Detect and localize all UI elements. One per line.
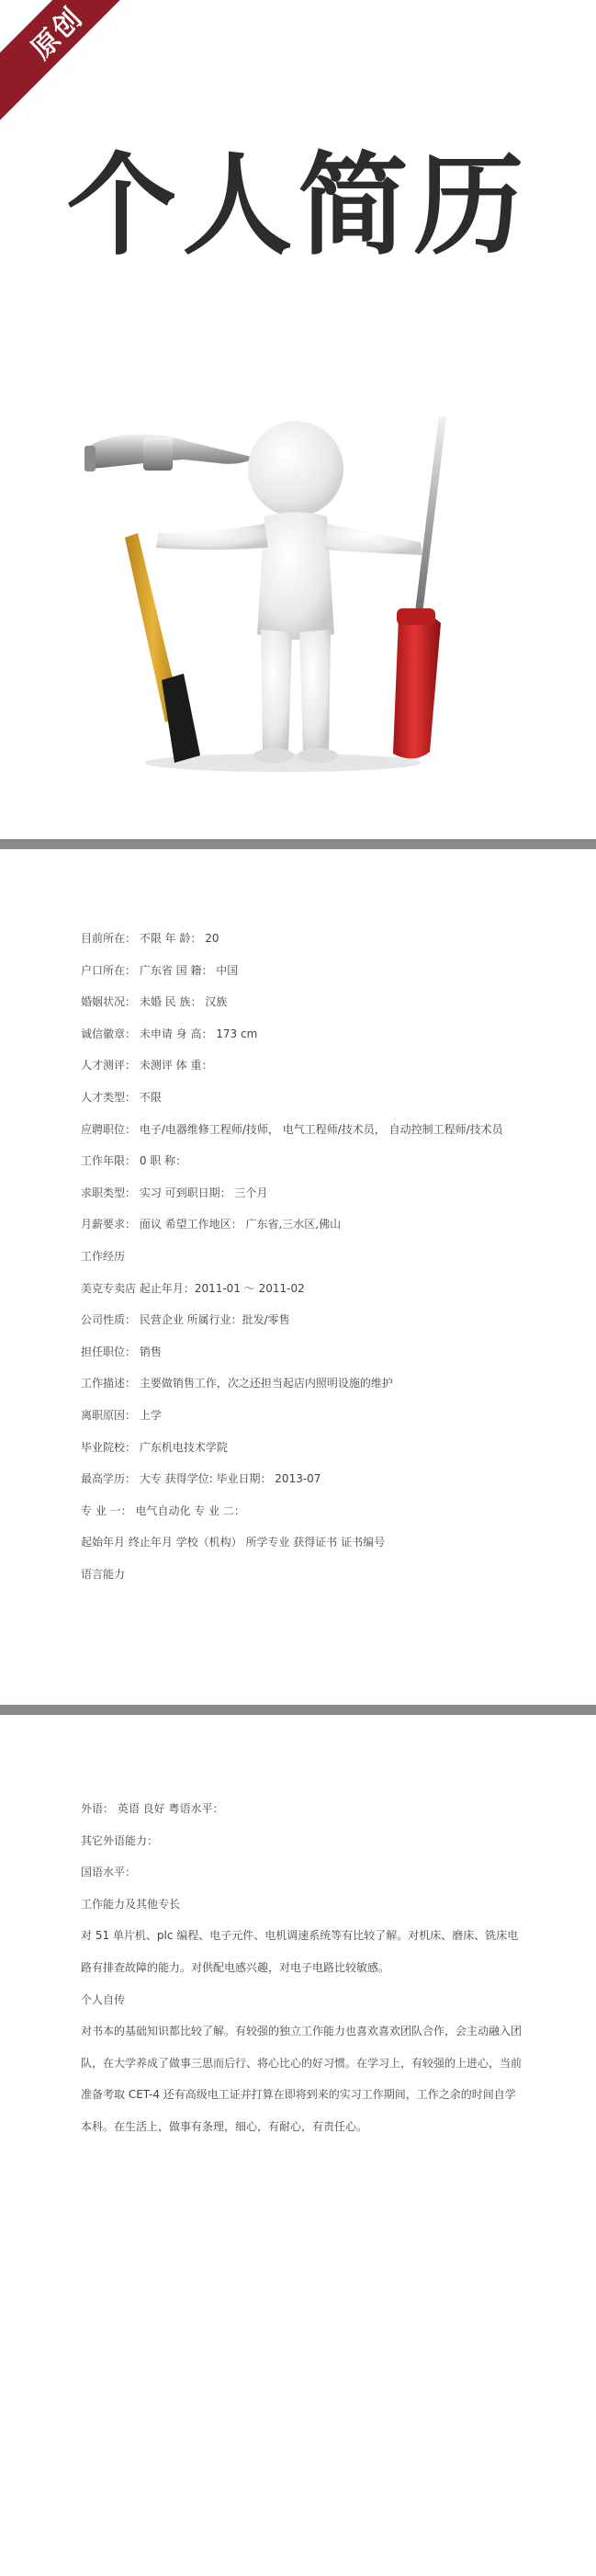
resume-row: 工作年限： 0 职 称： [81,1154,187,1168]
resume-row: 外语： 英语 良好 粤语水平： [81,1802,224,1815]
resume-row: 应聘职位： 电子/电器维修工程师/技师， 电气工程师/技术员， 自动控制工程师/技术员 [81,1122,503,1136]
section-heading-self-eval: 个人自传 [81,1992,126,2006]
resume-row: 户口所在： 广东省 国 籍： 中国 [81,963,239,977]
section-divider-2 [0,1705,596,1715]
resume-row: 国语水平： [81,1866,137,1879]
hero-illustration [81,404,485,790]
section-heading-language: 语言能力 [81,1567,126,1581]
resume-row: 离职原因： 上学 [81,1408,162,1422]
self-eval-paragraph: 对书本的基础知识都比较了解。有较强的独立工作能力也喜欢喜欢团队合作，会主动融入团队，在大学养成了做事三思而后行、将心比心的好习惯。在学习上，有较强的上进心，当前准备考取 CET-4 还有高级电工证并打算在即将到来的实习工作期间，工作之余的时间自学本科。在生活上，做事有条理，细心，有耐心，有责任心。 [81,2025,523,2133]
resume-row: 公司性质： 民营企业 所属行业：批发/零售 [81,1313,290,1327]
resume-row: 月薪要求： 面议 希望工作地区： 广东省,三水区,佛山 [81,1218,342,1231]
section-heading-skills: 工作能力及其他专长 [81,1897,181,1911]
resume-row: 人才类型： 不限 [81,1090,162,1104]
resume-row: 美克专卖店 起止年月：2011-01 ～ 2011-02 [81,1281,305,1295]
section-heading-work: 工作经历 [81,1249,126,1263]
skills-paragraph: 对 51 单片机、plc 编程、电子元件、电机调速系统等有比较了解。对机床、磨床、铣床电路有排查故障的能力。对供配电感兴趣，对电子电路比较敏感。 [81,1929,519,1974]
education-table-header: 起始年月 终止年月 学校（机构） 所学专业 获得证书 证书编号 [81,1536,386,1549]
hammer-icon [84,434,255,763]
resume-row: 毕业院校： 广东机电技术学院 [81,1440,228,1454]
resume-row: 工作描述： 主要做销售工作，次之还担当起店内照明设施的维护 [81,1377,393,1390]
resume-row: 专 业 一： 电气自动化 专 业 二： [81,1504,245,1517]
resume-row: 最高学历： 大专 获得学位: 毕业日期： 2013-07 [81,1472,321,1486]
page-title: 个人简历 [66,142,530,270]
resume-info-section [81,923,522,1590]
resume-row: 婚姻状况： 未婚 民 族： 汉族 [81,995,228,1009]
resume-row: 其它外语能力： [81,1833,159,1847]
section-divider-1 [0,839,596,849]
resume-row: 担任职位： 销售 [81,1345,162,1358]
original-badge-label: 原创 [25,1,90,66]
resume-row: 诚信徽章： 未申请 身 高： 173 cm [81,1027,258,1040]
resume-row: 目前所在： 不限 年 龄： 20 [81,932,219,945]
resume-row: 求职类型： 实习 可到职日期： 三个月 [81,1186,268,1199]
screwdriver-icon [393,415,446,759]
resume-row: 人才测评： 未测评 体 重： [81,1059,213,1072]
skills-section [81,1793,522,2143]
figure-icon [156,421,422,763]
original-badge [0,0,150,126]
